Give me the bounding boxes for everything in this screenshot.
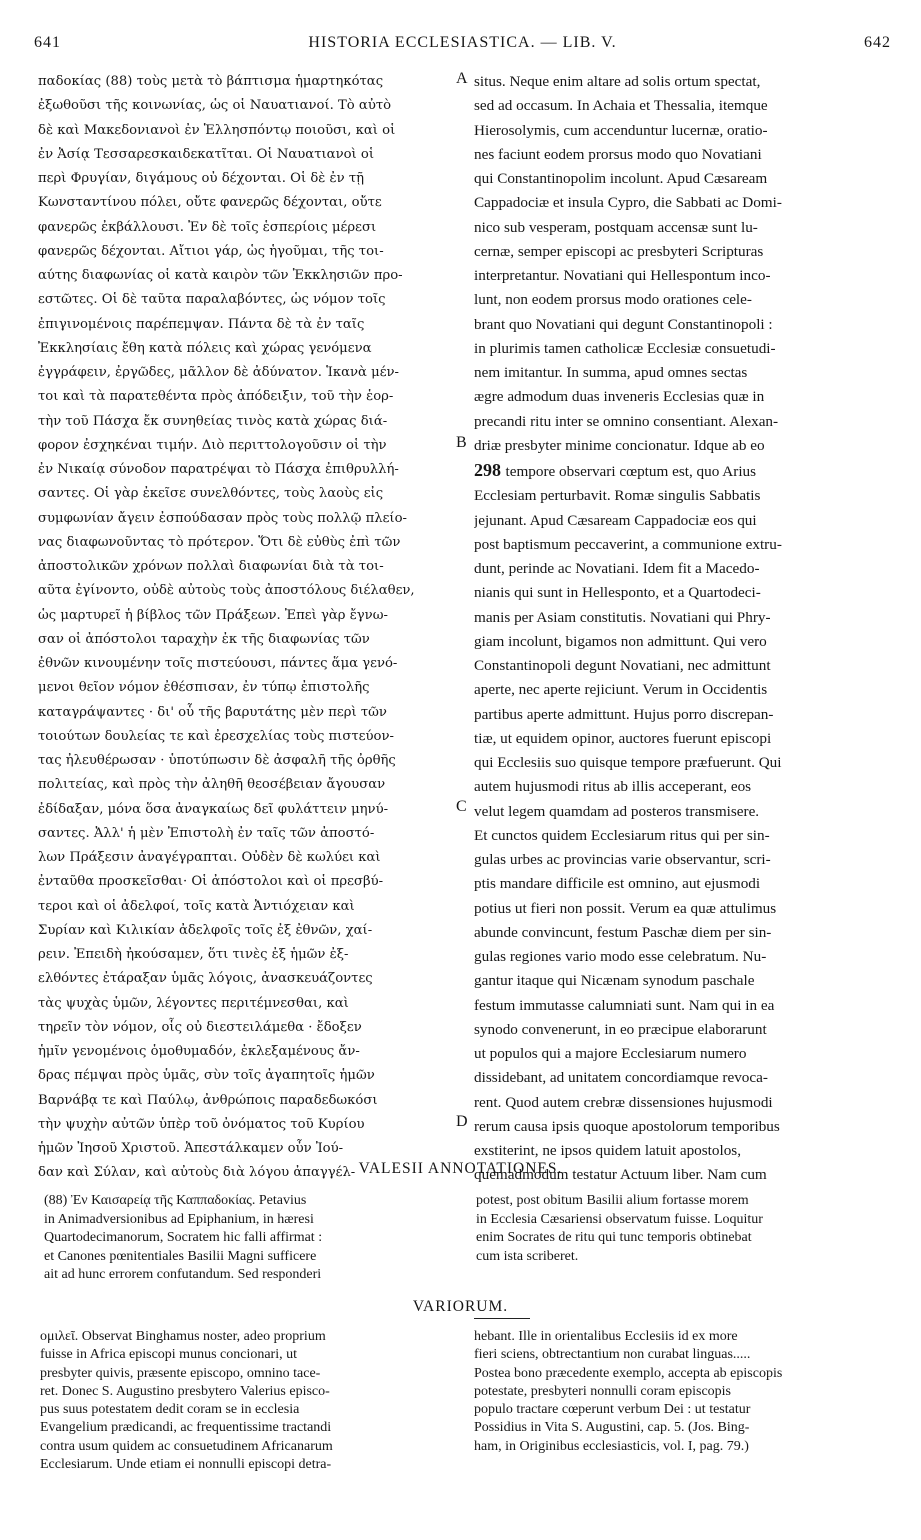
greek-text-line: τηρεῖν τὸν νόμον, οἷς οὐ διεστειλάμεθα · ἔδοξεν	[38, 1019, 362, 1035]
greek-text-line: ἐν Νικαίᾳ σύνοδον παρατρέψαι τὸ Πάσχα ἐπιθρυλλή-	[38, 462, 399, 477]
greek-text-line: δρας πέμψαι πρὸς ὑμᾶς, σὺν τοῖς ἀγαπητοῖς ἡμῶν	[38, 1068, 375, 1084]
latin-text-line: gulas urbes ac provincias varie observantur, scri-	[474, 851, 771, 868]
greek-text-line: νας διαφωνοῦντας τὸ πρότερον. Ὅτι δὲ εὐθὺς ἐπὶ τῶν	[38, 534, 401, 550]
valesii-note-line: Quartodecimanorum, Socratem hic falli affirmat :	[44, 1230, 323, 1246]
greek-text-line: λων Πράξεσιν ἀναγέγραπται. Οὐδὲν δὲ κωλύει καὶ	[38, 850, 381, 865]
latin-text-line: gulas regiones vario modo esse celebratum. Nu-	[474, 948, 767, 965]
latin-text-line: synodo convenerunt, in eo præcipue elaborarunt	[474, 1020, 767, 1038]
column-number: 298	[474, 460, 506, 480]
greek-text-line: αῦτα ἐγίνοντο, οὐδὲ αὐτοὺς τοὺς ἀποστόλους διέλαθεν,	[38, 583, 415, 599]
latin-text-line: tiæ, ut equidem opinor, auctores fuerunt episcopi	[474, 729, 772, 747]
greek-text-line: συμφωνίαν ἄγειν ἐσπούδασαν πρὸς τοὺς πολλῷ πλείο-	[38, 510, 407, 526]
greek-text-line: τας ἠλευθέρωσαν · ὑποτύπωσιν δὲ ἀσφαλῆ τῆς ὀρθῆς	[38, 753, 396, 768]
latin-text-line: festum immutasse calumniati sunt. Nam qui in ea	[474, 996, 775, 1014]
valesii-note-line: in Animadversionibus ad Epiphanium, in hæresi	[44, 1211, 314, 1227]
latin-text-line: Hierosolymis, cum accenduntur lucernæ, oratio-	[474, 121, 768, 139]
latin-text-line: nes faciunt eodem prorsus modo quo Novatiani	[474, 145, 762, 163]
greek-text-line: καταγράψαντες · δι' οὗ τῆς βαρυτάτης μὲν περὶ τῶν	[38, 704, 387, 720]
greek-text-line: σαν οἱ ἀπόστολοι ταραχὴν ἐκ τῆς διαφωνίας τῶν	[38, 631, 370, 647]
margin-letter-b: B	[456, 434, 467, 451]
variorum-note-line: Postea bono præcedente exemplo, accepta ab episcopis	[474, 1365, 783, 1381]
greek-text-line: ρειν. Ἐπειδὴ ἠκούσαμεν, ὅτι τινὲς ἐξ ἡμῶν ἐξ-	[38, 947, 349, 962]
latin-text-line: Cappadociæ et insula Cypro, die Sabbati ac Domi-	[474, 194, 782, 212]
variorum-title: VARIORUM.	[412, 1298, 509, 1315]
valesii-note-line: cum ista scriberet.	[476, 1248, 579, 1264]
latin-text-line: jejunant. Apud Cæsaream Cappadociæ eos qui	[474, 511, 757, 529]
valesii-note-line: et Canones pœnitentiales Basilii Magni sufficere	[44, 1248, 317, 1264]
greek-text-line: πολιτείας, καὶ πρὸς τὴν ἀληθῆ θεοσέβειαν ἄγουσαν	[38, 777, 386, 793]
greek-text-line: σαντες. Οἱ γὰρ ἐκεῖσε συνελθόντες, τοὺς λαοὺς εἰς	[38, 486, 384, 502]
latin-text-line: driæ presbyter minime concionatur. Idque ab eo	[474, 436, 765, 454]
running-header	[34, 34, 891, 54]
greek-text-line: παδοκίας (88) τοὺς μετὰ τὸ βάπτισμα ἡμαρτηκότας	[38, 74, 384, 89]
greek-text-line: ἡμῶν Ἰησοῦ Χριστοῦ. Ἀπεστάλκαμεν οὖν Ἰού-	[38, 1141, 344, 1156]
latin-text-line: Ecclesiam perturbavit. Romæ singulis Sabbatis	[474, 487, 761, 505]
valesii-note-line: (88) Ἐν Καισαρείᾳ τῆς Καππαδοκίας. Petavius	[44, 1193, 307, 1208]
greek-text-line: τὰς ψυχὰς ὑμῶν, λέγοντες περιτέμνεσθαι, καὶ	[38, 995, 349, 1011]
greek-text-line: τοι καὶ τὰ παρατεθέντα πρὸς ἀπόδειξιν, τοῦ τὴν ἑορ-	[38, 389, 394, 405]
latin-text-line: ut populos qui a majore Ecclesiarum numero	[474, 1045, 747, 1062]
latin-text-line: qui Ecclesiis suo quisque tempore præfuerunt. Qui	[474, 754, 782, 771]
latin-text-line: qui Constantinopolim incolunt. Apud Cæsaream	[474, 170, 768, 187]
latin-text-line: manis per Asiam constitutis. Novatiani qui Phry-	[474, 608, 771, 626]
greek-text-line: ὡς μαρτυρεῖ ἡ βίβλος τῶν Πράξεων. Ἐπεὶ γὰρ ἔγνω-	[38, 607, 388, 623]
greek-text-line: ἀποστολικῶν χρόνων πολλαὶ διαφωνίαι διὰ τὰ τοι-	[38, 559, 384, 574]
variorum-note-line: ham, in Originibus ecclesiasticis, vol. I, pag. 79.)	[474, 1438, 749, 1454]
valesii-note-line: enim Socrates de ritu qui tunc temporis obtinebat	[476, 1230, 752, 1246]
latin-text-line: quemadmodum testatur Actuum liber. Nam cum	[474, 1166, 767, 1184]
greek-text-line: περὶ Φρυγίαν, διγάμους οὐ δέχονται. Οἱ δὲ ἐν τῇ	[38, 171, 365, 186]
greek-text-line: ἡμῖν γενομένοις ὁμοθυμαδόν, ἐκλεξαμένους ἄν-	[38, 1044, 360, 1059]
latin-text-line: potius ut fieri non possit. Verum ea quæ attulimus	[474, 899, 777, 917]
greek-text-line: ἐπιγινομένοις παρέπεμψαν. Πάντα δὲ τὰ ἐν ταῖς	[38, 316, 365, 332]
variorum-note-line: ομιλεῖ. Observat Binghamus noster, adeo proprium	[40, 1329, 326, 1344]
greek-text-line: σαντες. Ἀλλ' ἡ μὲν Ἐπιστολὴ ἐν ταῖς τῶν ἀποστό-	[38, 825, 375, 841]
latin-text-line: ptis mandare difficile est omnino, aut ejusmodi	[474, 875, 761, 893]
running-title: HISTORIA ECCLESIASTICA. — LIB. V.	[308, 34, 617, 51]
margin-letter-a: A	[456, 70, 468, 87]
variorum-notes-left	[40, 1328, 454, 1474]
latin-text-line: nico sub vesperam, postquam accensæ sunt lu-	[474, 218, 758, 236]
greek-text-line: ἐξωθοῦσι τῆς κοινωνίας, ὡς οἱ Ναυατιανοί. Τὸ αὐτὸ	[38, 98, 392, 114]
greek-text-line: Ἐκκλησίαις ἔθη κατὰ πόλεις καὶ χώρας γενόμενα	[38, 340, 372, 356]
latin-text-line: cernæ, semper episcopi ac presbyteri Scripturas	[474, 242, 764, 260]
variorum-note-line: Ecclesiarum. Unde etiam ei nonnulli episcopi detra-	[40, 1457, 332, 1473]
greek-text-line: Βαρνάβᾳ τε καὶ Παύλῳ, ἀνθρώποις παραδεδωκόσι	[38, 1092, 378, 1108]
variorum-note-line: contra usum quidem ac consuetudinem Africanarum	[40, 1438, 333, 1454]
page-number-right: 642	[864, 34, 891, 51]
latin-text-line: interpretantur. Novatiani qui Hellespontum inco-	[474, 267, 771, 284]
margin-letter-c: C	[456, 798, 467, 815]
variorum-note-line: populo tractare cœperunt verbum Dei : ut testatur	[474, 1402, 751, 1418]
latin-text-line: Et cunctos quidem Ecclesiarum ritus qui per sin-	[474, 826, 770, 844]
variorum-note-line: Evangelium prædicandi, ac frequentissime tractandi	[40, 1420, 332, 1436]
latin-text-line: ægre admodum duas inveneris Ecclesias quæ in	[474, 388, 765, 406]
valesii-note-line: ait ad hunc errorem confutandum. Sed responderi	[44, 1267, 322, 1283]
latin-text-line: nem imitantur. In summa, apud omnes sectas	[474, 364, 748, 381]
greek-text-line: φανερῶς ἐκβάλλουσι. Ἐν δὲ τοῖς ἑσπερίοις μέρεσι	[38, 219, 377, 235]
greek-text-line: δαν καὶ Σύλαν, καὶ αὐτοὺς διὰ λόγου ἀπαγγέλ-	[38, 1165, 356, 1181]
greek-text-line: μενοι θεῖον νόμον ἐθέσπισαν, ἐν τύπῳ ἐπιστολῆς	[38, 680, 370, 696]
margin-letter-d: D	[456, 1113, 468, 1130]
variorum-note-line: presbyter quivis, præsente episcopo, omnino tace-	[40, 1365, 321, 1381]
latin-text-line: in plurimis tamen catholicæ Ecclesiæ consuetudi-	[474, 339, 776, 357]
valesii-note-line: in Ecclesia Cæsariensi observatum fuisse. Loquitur	[476, 1211, 763, 1227]
greek-text-column	[38, 70, 456, 1186]
latin-text-line: velut legem quamdam ad posteros transmisere.	[474, 802, 760, 820]
latin-text-line: 298 tempore observari cœptum est, quo Arius	[474, 460, 757, 480]
greek-text-line: τοιούτων δουλείας τε καὶ ἐρεσχελίας τοὺς πιστεύον-	[38, 728, 394, 744]
latin-text-line: sed ad occasum. In Achaia et Thessalia, itemque	[474, 97, 768, 115]
valesii-notes-right	[476, 1192, 886, 1266]
latin-text-line: lunt, non eodem prorsus modo orationes cele-	[474, 291, 752, 309]
valesii-title: VALESII ANNOTATIONES.	[358, 1160, 563, 1177]
greek-text-line: εστῶτες. Οἱ δὲ ταῦτα παραλαβόντες, ὡς νόμον τοῖς	[38, 292, 386, 308]
valesii-note-line: potest, post obitum Basilii alium fortasse morem	[476, 1193, 749, 1208]
variorum-note-line: Possidius in Vita S. Augustini, cap. 5. (Jos. Bing-	[474, 1420, 750, 1436]
variorum-rule	[474, 1318, 530, 1319]
greek-text-line: αύτης διαφωνίας οἱ κατὰ καιρὸν τῶν Ἐκκλησιῶν προ-	[38, 268, 403, 283]
variorum-note-line: ret. Donec S. Augustino presbytero Valerius episco-	[40, 1383, 330, 1399]
variorum-note-line: fuisse in Africa episcopi munus concionari, ut	[40, 1347, 297, 1363]
latin-text-line: exstiterint, ne ipsos quidem latuit apostolos,	[474, 1142, 742, 1159]
page-number-left: 641	[34, 34, 61, 51]
latin-text-column	[474, 70, 886, 1188]
greek-text-line: ἐγγράφειν, ἐργῶδες, μᾶλλον δὲ ἀδύνατον. Ἱκανὰ μέν-	[38, 365, 400, 380]
greek-text-line: τὴν ψυχὴν αὐτῶν ὑπὲρ τοῦ ὀνόματος τοῦ Κυρίου	[38, 1116, 365, 1132]
latin-text-line: nianis qui sunt in Hellesponto, et a Quartodeci-	[474, 584, 761, 602]
greek-text-line: Κωνσταντίνου πόλει, οὔτε φανερῶς δέχονται, οὔτε	[38, 195, 382, 211]
greek-text-line: δὲ καὶ Μακεδονιανοὶ ἐν Ἑλλησπόντῳ ποιοῦσι, καὶ οἱ	[38, 122, 396, 138]
latin-text-line: partibus aperte admittunt. Hujus porro discrepan-	[474, 705, 774, 723]
latin-text-line: giam incolunt, bigamos non admittunt. Qui vero	[474, 632, 767, 650]
valesii-notes-left	[44, 1192, 454, 1285]
variorum-notes-right	[474, 1328, 888, 1456]
latin-text-line: brant quo Novatiani qui degunt Constantinopoli :	[474, 315, 773, 333]
latin-text-line: abunde convincunt, festum Paschæ diem per sin-	[474, 923, 772, 941]
greek-text-line: φορον ἐσχηκέναι τιμήν. Διὸ περιττολογοῦσιν οἱ τὴν	[38, 437, 387, 453]
variorum-note-line: pus suus potestatem dedit coram se in ecclesia	[40, 1402, 300, 1418]
latin-text-line: gantur itaque qui Nicænam synodum paschale	[474, 972, 755, 990]
greek-text-line: ἐδίδαξαν, μόνα ὅσα ἀναγκαίως δεῖ φυλάττειν μηνύ-	[38, 801, 389, 817]
latin-text-line: situs. Neque enim altare ad solis ortum spectat,	[474, 73, 761, 90]
greek-text-line: τεροι καὶ οἱ ἀδελφοί, τοῖς κατὰ Ἀντιόχειαν καὶ	[38, 898, 355, 914]
greek-text-line: φανερῶς δέχονται. Αἴτιοι γάρ, ὡς ἡγοῦμαι, τῆς τοι-	[38, 243, 384, 259]
latin-text-line: rent. Quod autem crebræ dissensiones hujusmodi	[474, 1093, 773, 1111]
latin-text-line: precandi ritu inter se omnino consentiant. Alexan-	[474, 412, 779, 430]
variorum-note-line: fieri sciens, obtrectantium non curabat linguas.....	[474, 1347, 751, 1363]
latin-text-line: aperte, nec aperte rejiciunt. Verum in Occidentis	[474, 681, 768, 699]
variorum-note-line: potestate, presbyteri nonnulli coram episcopis	[474, 1383, 731, 1399]
latin-text-line: dissidebant, ad unitatem concordiamque revoca-	[474, 1069, 768, 1087]
greek-text-line: ελθόντες ἐτάραξαν ὑμᾶς λόγοις, ἀνασκευάζοντες	[38, 971, 373, 987]
greek-text-line: ἐν Ἀσίᾳ Τεσσαρεσκαιδεκατῖται. Οἱ Ναυατιανοὶ οἱ	[38, 146, 375, 162]
variorum-note-line: hebant. Ille in orientalibus Ecclesiis id ex more	[474, 1329, 738, 1344]
latin-text-line: rerum causa ipsis quoque apostolorum temporibus	[474, 1117, 780, 1135]
latin-text-line: Constantinopoli degunt Novatiani, nec admittunt	[474, 657, 771, 674]
greek-text-line: Συρίαν καὶ Κιλικίαν ἀδελφοῖς τοῖς ἐξ ἐθνῶν, χαί-	[38, 922, 373, 938]
greek-text-line: ἐνταῦθα προσκεῖσθαι· Οἱ ἀπόστολοι καὶ οἱ πρεσβύ-	[38, 874, 384, 890]
latin-text-line: post baptismum peccaverint, a communione extru-	[474, 535, 782, 553]
latin-text-line: dunt, perinde ac Novatiani. Idem fit a Macedo-	[474, 560, 760, 577]
greek-text-line: τὴν τοῦ Πάσχα ἔκ συνηθείας τινὸς κατὰ χώρας διά-	[38, 413, 388, 429]
greek-text-line: ἐθνῶν κινουμένην τοῖς πιστεύουσι, πάντες ἅμα γενό-	[38, 656, 398, 671]
latin-text-line: autem hujusmodi ritus ab illis acceperant, eos	[474, 778, 752, 796]
